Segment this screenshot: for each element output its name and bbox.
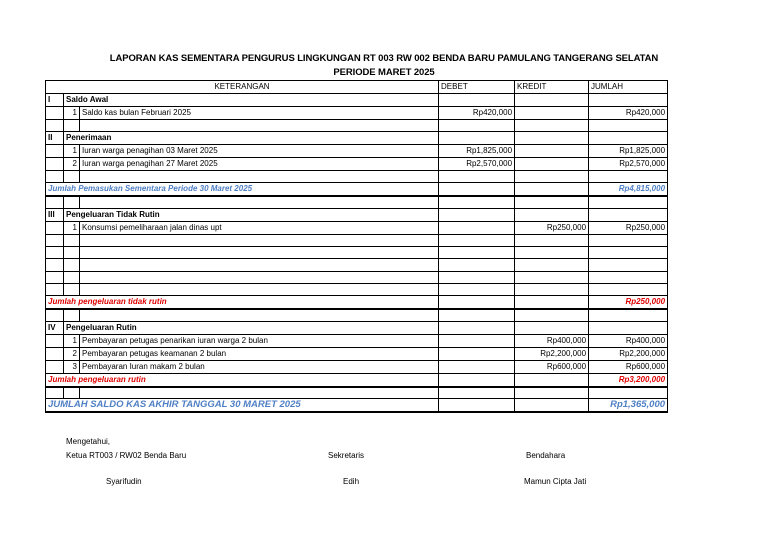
item-debet — [439, 347, 515, 360]
treasurer-title: Bendahara — [526, 451, 566, 460]
report-title: LAPORAN KAS SEMENTARA PENGURUS LINGKUNGAN RT 003 RW 002 BENDA BARU PAMULANG TANGERANG SELATAN — [109, 53, 659, 64]
cash-report-table — [45, 80, 668, 413]
treasurer-name: Mamun Cipta Jati — [524, 477, 587, 486]
section-total-row — [46, 373, 668, 387]
section-roman: III — [46, 209, 64, 222]
item-kredit — [515, 145, 589, 158]
section-total-row — [46, 183, 668, 197]
total-value: Rp3,200,000 — [589, 373, 668, 387]
item-description: Iuran warga penagihan 03 Maret 2025 — [80, 145, 439, 158]
empty-row — [46, 235, 668, 247]
item-debet: Rp2,570,000 — [439, 158, 515, 171]
report-period: PERIODE MARET 2025 — [333, 67, 435, 78]
header-debet: DEBET — [439, 81, 515, 94]
item-jumlah: Rp2,200,000 — [589, 347, 668, 360]
table-header — [46, 81, 668, 94]
item-description: Saldo kas bulan Februari 2025 — [80, 107, 439, 120]
item-kredit: Rp400,000 — [515, 334, 589, 347]
section-name: Saldo Awal — [64, 94, 439, 107]
section-header-row — [46, 321, 668, 334]
item-kredit: Rp600,000 — [515, 360, 589, 373]
total-label: Jumlah pengeluaran tidak rutin — [46, 296, 439, 310]
table-row — [46, 360, 668, 373]
empty-row — [46, 196, 668, 208]
section-name: Pengeluaran Tidak Rutin — [64, 209, 439, 222]
item-description: Pembayaran petugas keamanan 2 bulan — [80, 347, 439, 360]
section-header-row — [46, 94, 668, 107]
item-debet: Rp420,000 — [439, 107, 515, 120]
table-row — [46, 145, 668, 158]
section-name: Pengeluaran Rutin — [64, 321, 439, 334]
table-row — [46, 107, 668, 120]
acknowledged-label: Mengetahui, — [66, 437, 111, 446]
empty-row — [46, 283, 668, 295]
total-label: Jumlah pengeluaran rutin — [46, 373, 439, 387]
section-roman: II — [46, 132, 64, 145]
empty-row — [46, 309, 668, 321]
header-jumlah: JUMLAH — [589, 81, 668, 94]
item-jumlah: Rp250,000 — [589, 222, 668, 235]
item-kredit — [515, 158, 589, 171]
header-kredit: KREDIT — [515, 81, 589, 94]
table-row — [46, 334, 668, 347]
item-debet — [439, 334, 515, 347]
item-kredit — [515, 107, 589, 120]
total-label: Jumlah Pemasukan Sementara Periode 30 Maret 2025 — [46, 183, 439, 197]
secretary-name: Edih — [343, 477, 360, 486]
item-number: 2 — [64, 347, 80, 360]
item-debet — [439, 360, 515, 373]
item-jumlah: Rp420,000 — [589, 107, 668, 120]
total-value: Rp4,815,000 — [589, 183, 668, 197]
item-number: 3 — [64, 360, 80, 373]
item-number: 1 — [64, 145, 80, 158]
final-balance-label: JUMLAH SALDO KAS AKHIR TANGGAL 30 MARET 2025 — [46, 399, 439, 413]
item-description: Pembayaran petugas penarikan iuran warga 2 bulan — [80, 334, 439, 347]
empty-row — [46, 247, 668, 259]
chairman-name: Syarifudin — [106, 477, 142, 486]
empty-row — [46, 171, 668, 183]
item-description: Iuran warga penagihan 27 Maret 2025 — [80, 158, 439, 171]
chairman-title: Ketua RT003 / RW02 Benda Baru — [66, 451, 187, 460]
table-row — [46, 347, 668, 360]
table-row — [46, 158, 668, 171]
total-value: Rp250,000 — [589, 296, 668, 310]
section-header-row — [46, 132, 668, 145]
section-roman: I — [46, 94, 64, 107]
empty-row — [46, 271, 668, 283]
secretary-title: Sekretaris — [328, 451, 365, 460]
item-jumlah: Rp600,000 — [589, 360, 668, 373]
item-number: 1 — [64, 334, 80, 347]
item-jumlah: Rp2,570,000 — [589, 158, 668, 171]
header-keterangan: KETERANGAN — [46, 81, 439, 94]
item-jumlah: Rp1,825,000 — [589, 145, 668, 158]
section-header-row — [46, 209, 668, 222]
empty-row — [46, 259, 668, 271]
item-debet: Rp1,825,000 — [439, 145, 515, 158]
item-number: 1 — [64, 107, 80, 120]
item-number: 2 — [64, 158, 80, 171]
item-kredit: Rp2,200,000 — [515, 347, 589, 360]
final-balance-row — [46, 399, 668, 413]
table-row — [46, 222, 668, 235]
empty-row — [46, 120, 668, 132]
item-description: Konsumsi pemeliharaan jalan dinas upt — [80, 222, 439, 235]
section-total-row — [46, 296, 668, 310]
item-number: 1 — [64, 222, 80, 235]
item-kredit: Rp250,000 — [515, 222, 589, 235]
final-balance-value: Rp1,365,000 — [589, 399, 668, 413]
empty-row — [46, 387, 668, 399]
section-roman: IV — [46, 321, 64, 334]
item-debet — [439, 222, 515, 235]
item-jumlah: Rp400,000 — [589, 334, 668, 347]
item-description: Pembayaran Iuran makam 2 bulan — [80, 360, 439, 373]
section-name: Penerimaan — [64, 132, 439, 145]
